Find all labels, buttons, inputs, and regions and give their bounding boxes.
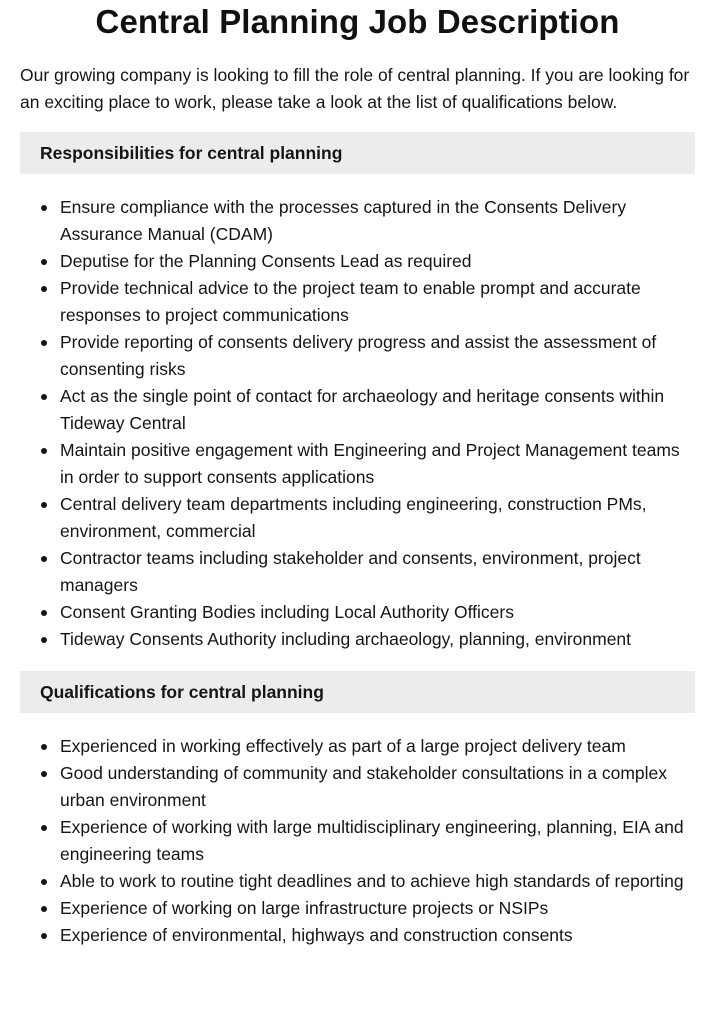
bullet-icon [41, 637, 47, 643]
list-item [60, 275, 695, 329]
bullet-icon [41, 771, 47, 777]
bullet-icon [41, 610, 47, 616]
responsibilities-list [20, 194, 695, 653]
list-item-text: Tideway Consents Authority including archaeology, planning, environment [60, 629, 632, 649]
bullet-icon [41, 394, 47, 400]
list-item [60, 760, 695, 814]
list-item [60, 545, 695, 599]
list-item-text: Central delivery team departments including engineering, construction PMs, environment, commercial [60, 494, 647, 541]
list-item [60, 868, 695, 895]
bullet-icon [41, 259, 47, 265]
page-title: Central Planning Job Description [95, 3, 620, 40]
list-item [60, 329, 695, 383]
list-item-text: Act as the single point of contact for archaeology and heritage consents within Tideway Central [60, 386, 665, 433]
bullet-icon [41, 744, 47, 750]
list-item [60, 922, 695, 949]
list-item-text: Good understanding of community and stakeholder consultations in a complex urban environment [60, 763, 668, 810]
responsibilities-heading: Responsibilities for central planning [20, 132, 695, 174]
list-item-text: Maintain positive engagement with Engineering and Project Management teams in order to support consents applications [60, 440, 680, 487]
list-item [60, 248, 695, 275]
list-item-text: Provide technical advice to the project team to enable prompt and accurate responses to project communications [60, 278, 641, 325]
bullet-icon [41, 340, 47, 346]
qualifications-heading: Qualifications for central planning [20, 671, 695, 713]
list-item-text: Deputise for the Planning Consents Lead as required [60, 251, 472, 271]
intro-paragraph: Our growing company is looking to fill the role of central planning. If you are looking for an exciting place to work, please take a look at the list of qualifications below. [20, 65, 690, 112]
list-item [60, 491, 695, 545]
list-item [60, 599, 695, 626]
list-item-text: Experienced in working effectively as part of a large project delivery team [60, 736, 626, 756]
bullet-icon [41, 879, 47, 885]
list-item-text: Provide reporting of consents delivery progress and assist the assessment of consenting risks [60, 332, 657, 379]
list-item-text: Experience of environmental, highways and construction consents [60, 925, 573, 945]
bullet-icon [41, 205, 47, 211]
list-item [60, 733, 695, 760]
list-item [60, 383, 695, 437]
qualifications-list [20, 733, 695, 949]
bullet-icon [41, 825, 47, 831]
list-item [60, 437, 695, 491]
bullet-icon [41, 556, 47, 562]
list-item-text: Contractor teams including stakeholder and consents, environment, project managers [60, 548, 641, 595]
list-item [60, 626, 695, 653]
bullet-icon [41, 448, 47, 454]
list-item-text: Experience of working with large multidisciplinary engineering, planning, EIA and engineering teams [60, 817, 684, 864]
list-item [60, 814, 695, 868]
bullet-icon [41, 286, 47, 292]
list-item [60, 194, 695, 248]
bullet-icon [41, 502, 47, 508]
list-item-text: Ensure compliance with the processes captured in the Consents Delivery Assurance Manual (CDAM) [60, 197, 627, 244]
list-item-text: Consent Granting Bodies including Local Authority Officers [60, 602, 514, 622]
list-item [60, 895, 695, 922]
list-item-text: Experience of working on large infrastructure projects or NSIPs [60, 898, 549, 918]
bullet-icon [41, 933, 47, 939]
list-item-text: Able to work to routine tight deadlines and to achieve high standards of reporting [60, 871, 684, 891]
bullet-icon [41, 906, 47, 912]
